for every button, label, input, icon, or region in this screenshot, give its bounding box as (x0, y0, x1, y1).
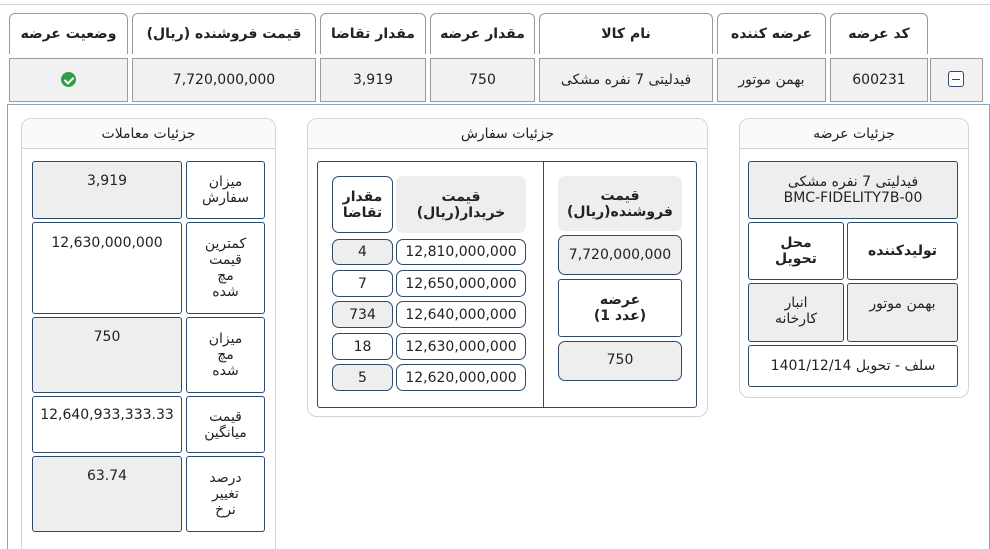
header-product-name[interactable]: نام کالا (539, 13, 713, 54)
top-divider (0, 0, 990, 5)
trade-label-line: میزان (208, 174, 243, 190)
supply-details-title: جزئیات عرضه (740, 119, 968, 149)
trade-label-line: درصد (209, 470, 242, 486)
producer-value: بهمن موتور (847, 283, 958, 342)
trade-label-average-price (186, 396, 265, 453)
supply-product-name: فیدلیتی 7 نفره مشکی (787, 174, 919, 190)
check-circle-icon (61, 72, 76, 87)
bid-qty: 734 (332, 301, 393, 328)
row-supply-code: 600231 (830, 58, 928, 102)
producer-label: تولیدکننده (847, 222, 958, 280)
trade-label-line: شده (212, 363, 239, 379)
trade-label-min-matched-price (186, 222, 265, 314)
delivery-value-line1: انبار (784, 295, 808, 311)
row-supply-amount: 750 (430, 58, 535, 102)
trade-label-line: کمترین (204, 236, 247, 252)
trade-value-matched-amount: 750 (32, 317, 182, 393)
trade-value-order-amount: 3,919 (32, 161, 182, 219)
bid-qty: 5 (332, 364, 393, 391)
trade-label-line: نرخ (215, 502, 236, 518)
row-seller-price: 7,720,000,000 (132, 58, 316, 102)
trade-label-rate-change (186, 456, 265, 532)
delivery-label-line1: محل (780, 235, 812, 251)
header-demand-amount[interactable]: مقدار تقاضا (320, 13, 426, 54)
row-supplier: بهمن موتور (717, 58, 826, 102)
header-supply-amount[interactable]: مقدار عرضه (430, 13, 535, 54)
bid-price: 12,630,000,000 (396, 333, 526, 360)
trade-label-line: قیمت (209, 408, 242, 425)
trade-label-line: شده (212, 284, 239, 300)
seller-price-header-line1: قیمت (600, 187, 640, 204)
buyer-price-header-line1: قیمت (441, 188, 481, 205)
seller-price-value: 7,720,000,000 (558, 235, 682, 275)
trade-label-line: مچ (217, 347, 234, 363)
header-seller-price[interactable]: قیمت فروشنده (ریال) (132, 13, 316, 54)
trade-label-line: تغییر (212, 486, 239, 502)
order-book-divider (543, 161, 544, 408)
header-supply-status[interactable]: وضعیت عرضه (9, 13, 128, 54)
order-details-title: جزئیات سفارش (308, 119, 707, 149)
demand-qty-header-line2: تقاضا (342, 204, 383, 221)
header-supplier[interactable]: عرضه کننده (717, 13, 826, 54)
supply-count-header-line1: عرضه (599, 292, 641, 308)
delivery-location-value (748, 283, 844, 342)
bid-price: 12,640,000,000 (396, 301, 526, 328)
trade-value-average-price: 12,640,933,333.33 (32, 396, 182, 453)
trade-label-line: میزان (208, 331, 243, 347)
trade-value-rate-change: 63.74 (32, 456, 182, 532)
bid-price: 12,650,000,000 (396, 270, 526, 297)
bid-price: 12,810,000,000 (396, 239, 526, 265)
supply-product-code: BMC-FIDELITY7B-00 (783, 190, 923, 206)
delivery-value-line2: کارخانه (774, 311, 817, 327)
supply-count-header-line2: (1 عدد) (593, 308, 647, 324)
minus-box-icon[interactable] (948, 71, 964, 87)
trade-label-line: میانگین (204, 424, 247, 441)
header-supply-code[interactable]: کد عرضه (830, 13, 928, 54)
buyer-price-header (396, 176, 526, 233)
row-product-name: فیدلیتی 7 نفره مشکی (539, 58, 713, 102)
delivery-terms: سلف - تحویل 1401/12/14 (748, 345, 958, 387)
trade-label-order-amount (186, 161, 265, 219)
bid-price: 12,620,000,000 (396, 364, 526, 391)
supply-count-header (558, 279, 682, 337)
supply-count-value: 750 (558, 341, 682, 381)
delivery-label-line2: تحویل (775, 251, 817, 267)
demand-qty-header (332, 176, 393, 233)
trade-label-line: سفارش (202, 190, 249, 206)
demand-qty-header-line1: مقدار (342, 188, 383, 205)
trade-label-line: مچ (217, 268, 234, 284)
bid-qty: 18 (332, 333, 393, 360)
row-demand-amount: 3,919 (320, 58, 426, 102)
bid-qty: 7 (332, 270, 393, 297)
trade-value-min-matched-price: 12,630,000,000 (32, 222, 182, 314)
supply-product-box (748, 161, 958, 219)
trade-label-line: قیمت (209, 252, 242, 268)
bid-qty: 4 (332, 239, 393, 265)
buyer-price-header-line2: خریدار(ریال) (416, 204, 506, 221)
seller-price-header-line2: فروشنده(ریال) (567, 203, 673, 220)
seller-price-header (558, 176, 682, 231)
trade-label-matched-amount (186, 317, 265, 393)
trade-details-title: جزئیات معاملات (22, 119, 275, 149)
delivery-location-label (748, 222, 844, 280)
